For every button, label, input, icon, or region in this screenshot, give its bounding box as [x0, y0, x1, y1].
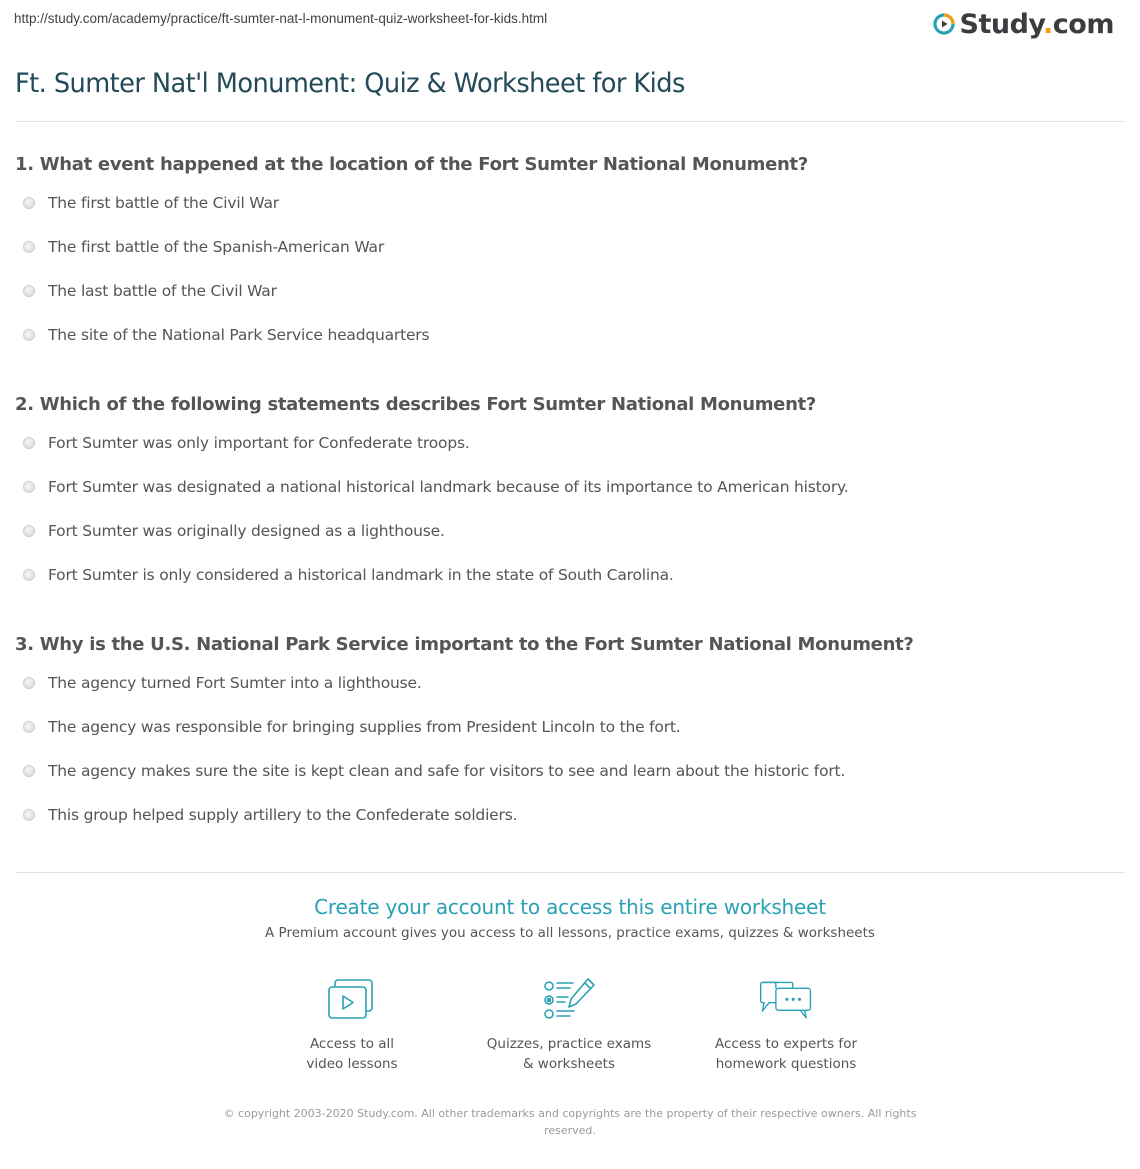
answer-option[interactable]	[15, 509, 848, 553]
feature-label-line: homework questions	[715, 1056, 857, 1072]
logo-word: Study	[959, 8, 1044, 40]
option-label: The site of the National Park Service headquarters	[48, 326, 430, 344]
chat-experts-icon	[759, 976, 813, 1026]
option-label: The agency was responsible for bringing supplies from President Lincoln to the fort.	[48, 718, 681, 736]
radio-button[interactable]	[23, 329, 35, 341]
feature-label-line: Access to experts for	[714, 1036, 857, 1052]
option-label: The first battle of the Civil War	[48, 194, 279, 212]
question-3	[15, 634, 914, 837]
feature-experts	[686, 976, 886, 1074]
option-label: The first battle of the Spanish-American War	[48, 238, 385, 256]
radio-button[interactable]	[23, 721, 35, 733]
feature-label	[252, 1034, 452, 1074]
answer-option[interactable]	[15, 181, 808, 225]
radio-button[interactable]	[23, 765, 35, 777]
quiz-worksheet-icon	[542, 976, 596, 1026]
feature-quizzes	[469, 976, 669, 1074]
logo-dot: .	[1043, 8, 1053, 40]
question-text: 1. What event happened at the location of the Fort Sumter National Monument?	[15, 154, 808, 175]
signup-cta	[0, 895, 1140, 941]
copyright-notice: © copyright 2003-2020 Study.com. All other trademarks and copyrights are the property of their respective owners. All rights reserved.	[223, 1107, 917, 1137]
answer-options	[15, 421, 848, 597]
study-logo[interactable]	[932, 6, 1115, 42]
cta-subtitle: A Premium account gives you access to all lessons, practice exams, quizzes & worksheets	[265, 925, 875, 941]
radio-button[interactable]	[23, 569, 35, 581]
section-divider	[15, 872, 1125, 873]
answer-option[interactable]	[15, 705, 914, 749]
question-1	[15, 154, 808, 357]
option-label: Fort Sumter was designated a national historical landmark because of its importance to American history.	[48, 478, 849, 496]
question-text: 3. Why is the U.S. National Park Service important to the Fort Sumter National Monument?	[15, 634, 914, 655]
feature-label-line: Access to all	[309, 1036, 395, 1052]
feature-label-line: Quizzes, practice exams	[486, 1036, 652, 1052]
answer-option[interactable]	[15, 313, 808, 357]
answer-option[interactable]	[15, 553, 848, 597]
feature-video-lessons	[252, 976, 452, 1074]
video-lessons-icon	[325, 976, 379, 1026]
answer-option[interactable]	[15, 793, 914, 837]
feature-label	[686, 1034, 886, 1074]
feature-label	[469, 1034, 669, 1074]
answer-option[interactable]	[15, 661, 914, 705]
feature-label-line: & worksheets	[522, 1056, 615, 1072]
option-label: Fort Sumter was originally designed as a lighthouse.	[48, 522, 445, 540]
play-circle-icon	[932, 12, 956, 36]
question-text: 2. Which of the following statements describes Fort Sumter National Monument?	[15, 394, 817, 415]
radio-button[interactable]	[23, 241, 35, 253]
option-label: The last battle of the Civil War	[48, 282, 277, 300]
radio-button[interactable]	[23, 525, 35, 537]
answer-option[interactable]	[15, 749, 914, 793]
cta-title-link[interactable]: Create your account to access this entire worksheet	[314, 895, 826, 919]
radio-button[interactable]	[23, 481, 35, 493]
feature-label-line: video lessons	[306, 1056, 398, 1072]
answer-options	[15, 661, 914, 837]
option-label: This group helped supply artillery to the Confederate soldiers.	[48, 806, 518, 824]
option-label: The agency makes sure the site is kept clean and safe for visitors to see and learn about the historic fort.	[48, 762, 846, 780]
radio-button[interactable]	[23, 285, 35, 297]
option-label: Fort Sumter was only important for Confederate troops.	[48, 434, 470, 452]
radio-button[interactable]	[23, 677, 35, 689]
page-title: Ft. Sumter Nat'l Monument: Quiz & Worksheet for Kids	[15, 68, 685, 99]
question-2	[15, 394, 848, 597]
radio-button[interactable]	[23, 197, 35, 209]
logo-tld: com	[1052, 8, 1114, 40]
radio-button[interactable]	[23, 437, 35, 449]
logo-text	[960, 9, 1115, 40]
answer-option[interactable]	[15, 225, 808, 269]
answer-option[interactable]	[15, 269, 808, 313]
answer-option[interactable]	[15, 421, 848, 465]
option-label: Fort Sumter is only considered a historical landmark in the state of South Carolina.	[48, 566, 674, 584]
answer-option[interactable]	[15, 465, 848, 509]
option-label: The agency turned Fort Sumter into a lighthouse.	[48, 674, 422, 692]
radio-button[interactable]	[23, 809, 35, 821]
page-url: http://study.com/academy/practice/ft-sumter-nat-l-monument-quiz-worksheet-for-kids.html	[14, 11, 548, 26]
title-divider	[15, 121, 1125, 122]
answer-options	[15, 181, 808, 357]
